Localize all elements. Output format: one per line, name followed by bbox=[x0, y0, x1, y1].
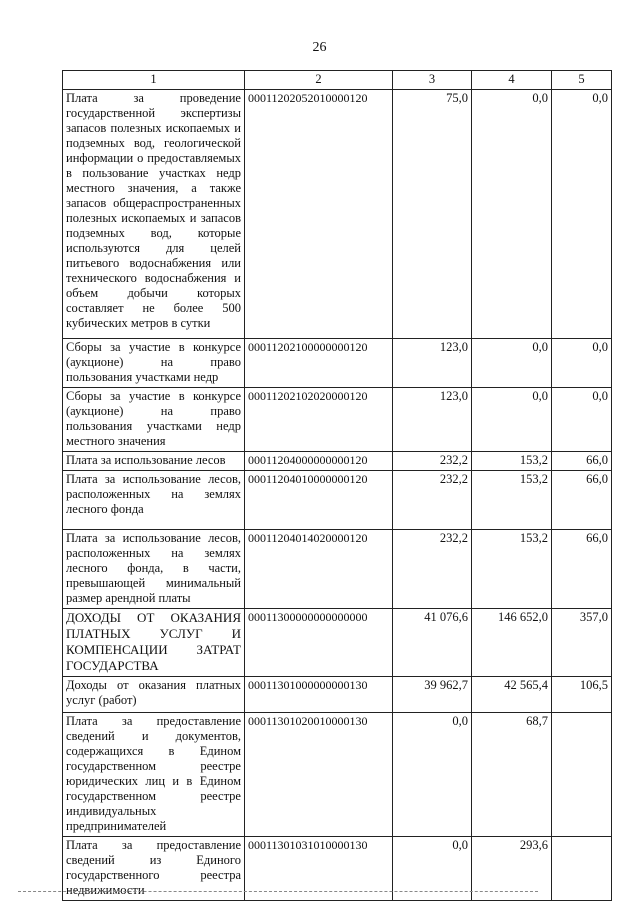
row-value-col5 bbox=[552, 713, 612, 837]
row-code: 00011202102020000120 bbox=[245, 388, 393, 452]
row-name: Плата за предоставление сведений из Единого государственного реестра недвижимости bbox=[63, 837, 245, 901]
row-name: Плата за проведение государственной экспертизы запасов полезных ископаемых и подземных вод, геологической информации о предоставляемых в пользование участках недр местного значения, а также запасов общераспространенных полезных ископаемых и запасов подземных вод, которые используются для целей питьевого водоснабжения или технического водоснабжения и объем добычи которых составляет не более 500 кубических метров в сутки bbox=[63, 90, 245, 339]
row-code: 00011301031010000130 bbox=[245, 837, 393, 901]
row-value-col3: 232,2 bbox=[393, 530, 472, 609]
row-value-col3: 123,0 bbox=[393, 388, 472, 452]
row-value-col3: 232,2 bbox=[393, 471, 472, 530]
row-value-col5: 66,0 bbox=[552, 452, 612, 471]
row-value-col3: 0,0 bbox=[393, 837, 472, 901]
row-name: Плата за использование лесов bbox=[63, 452, 245, 471]
row-name: Сборы за участие в конкурсе (аукционе) на право пользования участками недр bbox=[63, 339, 245, 388]
row-name: Плата за предоставление сведений и документов, содержащихся в Едином государственном реестре юридических лиц и в Едином государственном реестре индивидуальных предпринимателей bbox=[63, 713, 245, 837]
row-value-col3: 39 962,7 bbox=[393, 677, 472, 713]
table-row bbox=[63, 609, 612, 677]
table-row bbox=[63, 713, 612, 837]
row-value-col3: 123,0 bbox=[393, 339, 472, 388]
row-code: 00011202052010000120 bbox=[245, 90, 393, 339]
row-value-col5: 0,0 bbox=[552, 339, 612, 388]
row-value-col4: 0,0 bbox=[472, 339, 552, 388]
row-code: 00011300000000000000 bbox=[245, 609, 393, 677]
row-value-col3: 41 076,6 bbox=[393, 609, 472, 677]
row-name: Плата за использование лесов, расположенных на землях лесного фонда, в части, превышающей минимальный размер арендной платы bbox=[63, 530, 245, 609]
row-code: 00011204000000000120 bbox=[245, 452, 393, 471]
column-header: 1 bbox=[63, 71, 245, 90]
row-code: 00011204014020000120 bbox=[245, 530, 393, 609]
table-header-row bbox=[63, 71, 612, 90]
table-row bbox=[63, 530, 612, 609]
column-header: 5 bbox=[552, 71, 612, 90]
row-code: 00011301000000000130 bbox=[245, 677, 393, 713]
row-code: 00011204010000000120 bbox=[245, 471, 393, 530]
row-value-col4: 0,0 bbox=[472, 90, 552, 339]
row-value-col4: 153,2 bbox=[472, 452, 552, 471]
row-value-col4: 146 652,0 bbox=[472, 609, 552, 677]
table-row bbox=[63, 677, 612, 713]
row-value-col3: 0,0 bbox=[393, 713, 472, 837]
row-value-col5: 66,0 bbox=[552, 471, 612, 530]
row-value-col4: 0,0 bbox=[472, 388, 552, 452]
column-header: 2 bbox=[245, 71, 393, 90]
table-row bbox=[63, 339, 612, 388]
row-name: Сборы за участие в конкурсе (аукционе) на право пользования участками недр местного значения bbox=[63, 388, 245, 452]
page-bottom-rule bbox=[18, 891, 538, 892]
row-name: Доходы от оказания платных услуг (работ) bbox=[63, 677, 245, 713]
row-value-col5: 106,5 bbox=[552, 677, 612, 713]
column-header: 4 bbox=[472, 71, 552, 90]
page-number: 26 bbox=[312, 40, 327, 55]
row-value-col3: 75,0 bbox=[393, 90, 472, 339]
column-header: 3 bbox=[393, 71, 472, 90]
budget-table bbox=[62, 70, 612, 901]
row-value-col5: 0,0 bbox=[552, 388, 612, 452]
row-value-col5 bbox=[552, 837, 612, 901]
table-row bbox=[63, 90, 612, 339]
row-value-col5: 357,0 bbox=[552, 609, 612, 677]
row-value-col5: 66,0 bbox=[552, 530, 612, 609]
row-value-col4: 153,2 bbox=[472, 471, 552, 530]
row-value-col4: 68,7 bbox=[472, 713, 552, 837]
row-name: ДОХОДЫ ОТ ОКАЗАНИЯ ПЛАТНЫХ УСЛУГ И КОМПЕНСАЦИИ ЗАТРАТ ГОСУДАРСТВА bbox=[63, 609, 245, 677]
row-value-col4: 293,6 bbox=[472, 837, 552, 901]
row-value-col4: 42 565,4 bbox=[472, 677, 552, 713]
table-row bbox=[63, 452, 612, 471]
row-value-col5: 0,0 bbox=[552, 90, 612, 339]
table-row bbox=[63, 388, 612, 452]
row-code: 00011202100000000120 bbox=[245, 339, 393, 388]
row-name: Плата за использование лесов, расположенных на землях лесного фонда bbox=[63, 471, 245, 530]
row-value-col3: 232,2 bbox=[393, 452, 472, 471]
row-value-col4: 153,2 bbox=[472, 530, 552, 609]
table-row bbox=[63, 471, 612, 530]
row-code: 00011301020010000130 bbox=[245, 713, 393, 837]
